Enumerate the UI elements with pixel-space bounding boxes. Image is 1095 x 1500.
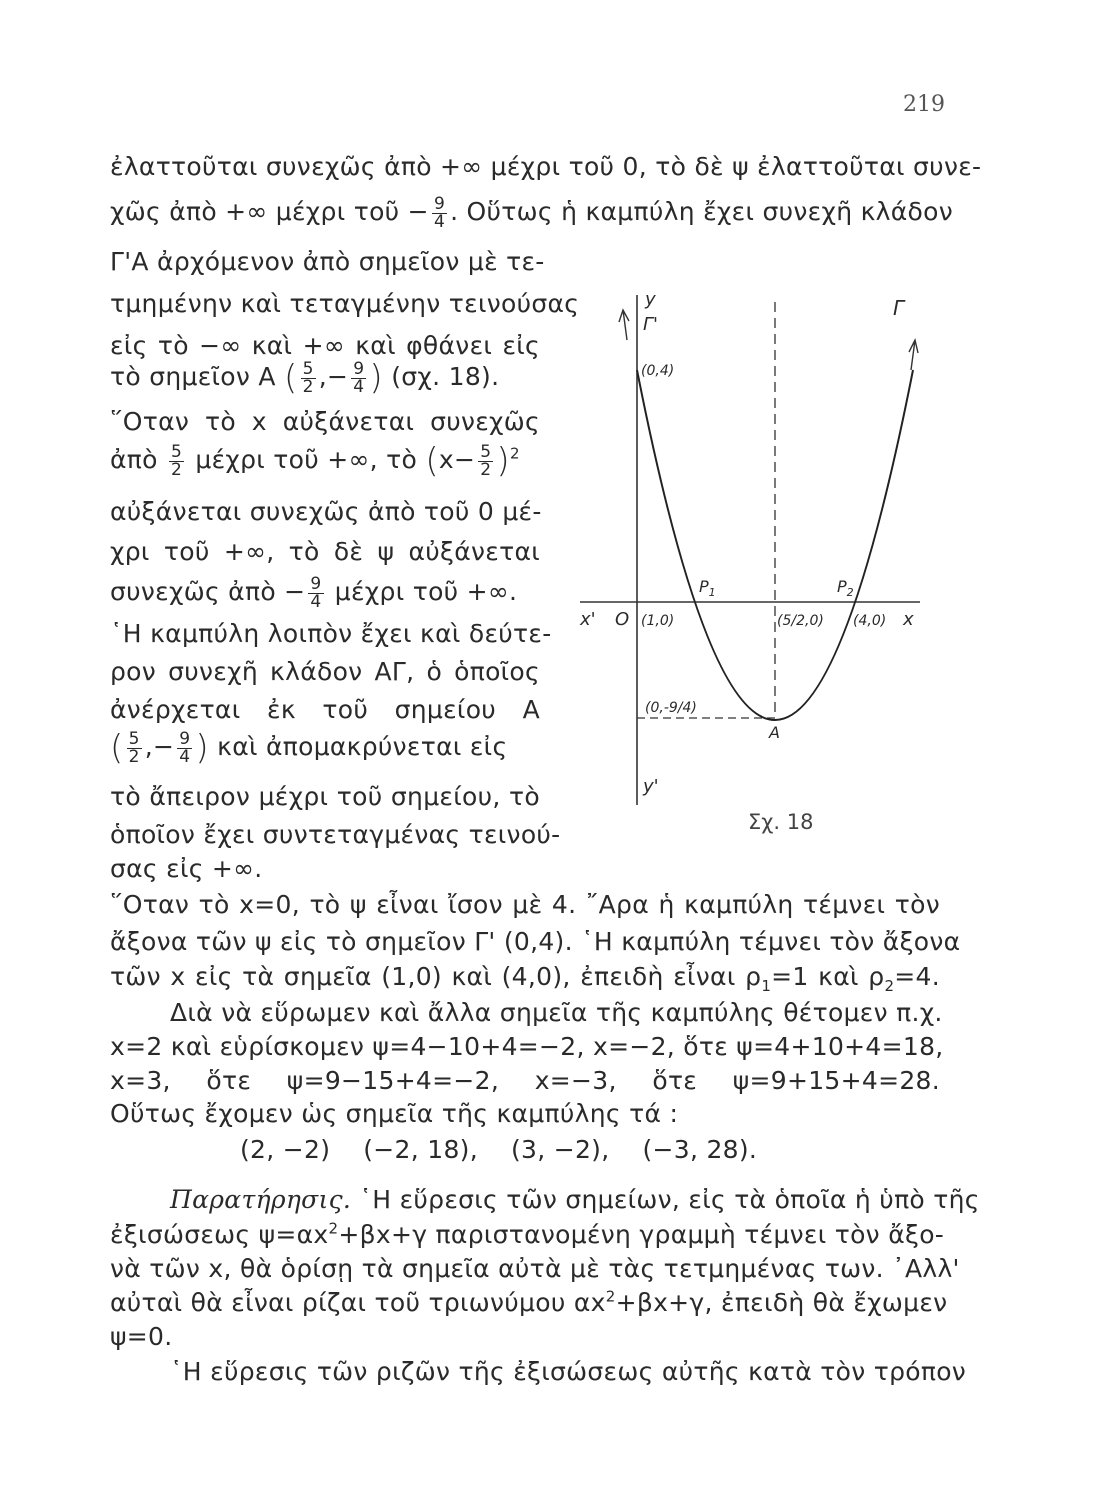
label-4-0: (4,0) [853,613,887,629]
label-5-2-0: (5/2,0) [777,613,824,629]
label-y-neg: y' [643,776,659,797]
text-line: Γ'Α ἀρχόμενον ἀπὸ σημεῖον μὲ τε- [110,247,545,276]
figure-18-parabola [575,280,945,840]
text-line: νὰ τῶν x, θὰ ὁρίσῃ τὰ σημεῖα αὐτὰ μὲ τὰς τετμημένας των. ᾿Αλλ' [110,1254,960,1283]
label-point-0-4: (0,4) [641,363,675,379]
text-line: ῞Οταν τὸ x=0, τὸ ψ εἶναι ἴσον μὲ 4. ῎Αρα ἡ καμπύλη τέμνει τὸν [110,890,940,919]
text-line: τὸ σημεῖον Α ( $\frac{5}{2}$ ,− $\frac{9}{4}$ ) (σχ. 18). [110,358,500,398]
text-line: ῾Η καμπύλη λοιπὸν ἔχει καὶ δεύτε- [110,619,552,648]
text-line: χῶς ἀπὸ +∞ μέχρι τοῦ − $\frac{9}{4}$ . Οὕτως ἡ καμπύλη ἔχει συνεχῆ κλάδον [110,193,953,232]
text-line: x=2 καὶ εὑρίσκομεν ψ=4−10+4=−2, x=−2, ὅτε ψ=4+10+4=18, [110,1032,944,1061]
text-line: ἄξονα τῶν ψ εἰς τὸ σημεῖον Γ' (0,4). ῾Η καμπύλη τέμνει τὸν ἄξονα [110,927,961,956]
label-1-0: (1,0) [641,613,675,629]
text-line: τμημένην καὶ τεταγμένην τεινούσας [110,289,580,318]
text-line: ( $\frac{5}{2}$ ,− $\frac{9}{4}$ ) καὶ ἀπομακρύνεται εἰς [110,728,508,768]
label-x-neg: x' [580,609,596,630]
text-line: ἀπὸ $\frac{5}{2}$ μέχρι τοῦ +∞, τὸ (x− $\frac{5}{2}$ )$^2$ [110,441,520,481]
figure-caption: Σχ. 18 [748,810,814,834]
label-origin: O [615,609,630,630]
text-line: ρον συνεχῆ κλάδον ΑΓ, ὁ ὁποῖος [110,657,540,686]
label-vertex-y: (0,-9/4) [645,700,697,716]
text-line: ῾Η εὕρεσις τῶν ριζῶν τῆς ἐξισώσεως αὐτῆς κατὰ τὸν τρόπον [170,1357,967,1386]
text-line: τὸ ἄπειρον μέχρι τοῦ σημείου, τὸ [110,782,540,811]
text-line: Οὕτως ἔχομεν ὡς σημεῖα τῆς καμπύλης τά : [110,1099,679,1128]
label-gamma-prime: Γ' [643,314,658,335]
label-gamma: Γ [893,296,905,320]
text-line: ὁποῖον ἔχει συντεταγμένας τεινού- [110,820,561,849]
text-line: σας εἰς +∞. [110,854,263,883]
text-line: ἀνέρχεται ἐκ τοῦ σημείου Α [110,695,540,724]
remark-heading: Παρατήρησις. [170,1185,352,1214]
text-line: ἐλαττοῦται συνεχῶς ἀπὸ +∞ μέχρι τοῦ 0, τὸ δὲ ψ ἐλαττοῦται συνε- [110,152,982,181]
text-line: εἰς τὸ −∞ καὶ +∞ καὶ φθάνει εἰς [110,331,540,360]
label-x: x [903,609,914,630]
text-line: Διὰ νὰ εὕρωμεν καὶ ἄλλα σημεῖα τῆς καμπύλης θέτομεν π.χ. [170,998,943,1027]
text-line: χρι τοῦ +∞, τὸ δὲ ψ αὐξάνεται [110,537,540,566]
text-line: Παρατήρησις. ῾Η εὕρεσις τῶν σημείων, εἰς τὰ ὁποῖα ἡ ὑπὸ τῆς [170,1185,980,1214]
label-p1: $P_1$ [699,577,716,599]
points-list: (2, −2) (−2, 18), (3, −2), (−3, 28). [240,1135,758,1164]
label-p2: $P_2$ [837,577,854,599]
page-number: 219 [903,92,945,117]
text-line: ῞Οταν τὸ x αὐξάνεται συνεχῶς [110,407,540,436]
text-line: αὐξάνεται συνεχῶς ἀπὸ τοῦ 0 μέ- [110,497,542,526]
fraction-nine-quarters: $\frac{9}{4}$ [433,193,446,232]
text-line: x=3, ὅτε ψ=9−15+4=−2, x=−3, ὅτε ψ=9+15+4=28. [110,1066,940,1095]
label-vertex-a: A [769,723,780,742]
arrow-up-left-icon [619,310,629,340]
text-line: αὐταὶ θὰ εἶναι ρίζαι τοῦ τριωνύμου $\alpha x^2+\beta x+\gamma$, ἐπειδὴ θὰ ἔχωμεν [110,1287,948,1317]
label-y: y [645,289,656,310]
text-line: τῶν x εἰς τὰ σημεῖα (1,0) καὶ (4,0), ἐπειδὴ εἶναι $\rho_1=1$ καὶ $\rho_2=4$. [110,962,940,995]
text-line: ψ=0. [110,1322,173,1351]
arrow-up-right-icon [909,340,918,370]
text-line: συνεχῶς ἀπὸ − $\frac{9}{4}$ μέχρι τοῦ +∞. [110,573,518,612]
text-line: ἐξισώσεως $\psi=\alpha x^2+\beta x+\gamma$ παριστανομένη γραμμὴ τέμνει τὸν ἄξο- [110,1219,945,1249]
